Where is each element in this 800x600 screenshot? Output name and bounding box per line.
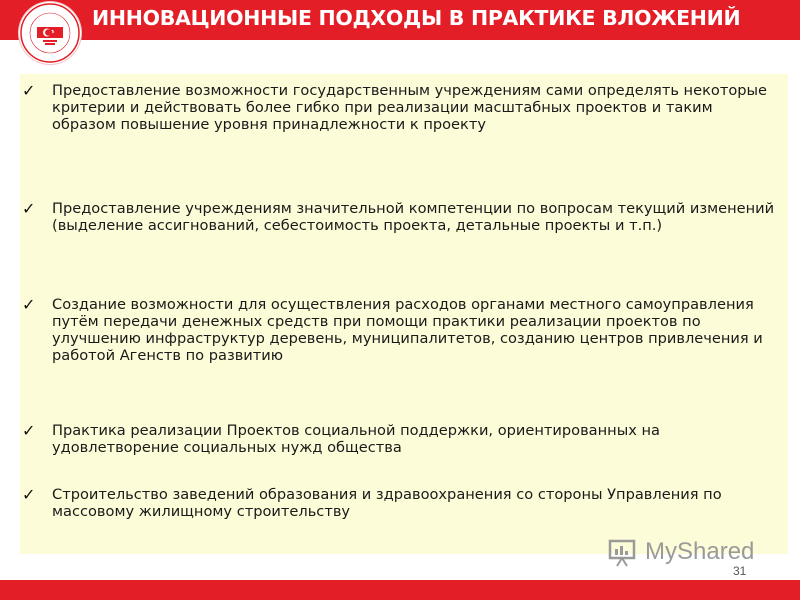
content-panel xyxy=(20,74,788,554)
list-item-text: Создание возможности для осуществления расходов органами местного самоуправления путём передачи денежных средств при помощи практики реализации проектов по улучшению инфраструктур деревень, муниципалитетов, созданию центров привлечения и работой Агенств по развитию xyxy=(52,296,763,364)
checkmark-icon: ✓ xyxy=(22,485,36,504)
list-item-text: Строительство заведений образования и здравоохранения со стороны Управления по массовому жилищному строительству xyxy=(52,486,722,520)
page-number: 31 xyxy=(733,564,747,578)
list-item-text: Практика реализации Проектов социальной поддержки, ориентированных на удовлетворение социальных нужд общества xyxy=(52,422,660,456)
list-item xyxy=(22,485,778,520)
header-bar xyxy=(0,0,800,40)
footer-bar xyxy=(0,580,800,600)
ministry-logo xyxy=(19,2,81,64)
checkmark-icon: ✓ xyxy=(22,295,36,314)
list-item xyxy=(22,199,778,234)
list-item xyxy=(22,295,778,364)
checkmark-icon: ✓ xyxy=(22,421,36,440)
list-item-text: Предоставление возможности государственным учреждениям сами определять некоторые критерии и действовать более гибко при реализации масштабных проектов и таким образом повышение уровня принадлежности к проекту xyxy=(52,82,768,133)
ministry-emblem-icon xyxy=(19,2,81,64)
page-title: ИННОВАЦИОННЫЕ ПОДХОДЫ В ПРАКТИКЕ ВЛОЖЕНИЙ xyxy=(92,6,741,30)
list-item xyxy=(22,81,778,133)
checkmark-icon: ✓ xyxy=(22,81,36,100)
list-item-text: Предоставление учреждениям значительной компетенции по вопросам текущий изменений (выделение ассигнований, себестоимость проекта, детальные проекты и т.п.) xyxy=(52,200,775,234)
watermark-text: MyShared xyxy=(645,538,755,565)
checkmark-icon: ✓ xyxy=(22,199,36,218)
presentation-board-icon xyxy=(607,538,637,568)
list-item xyxy=(22,421,778,456)
